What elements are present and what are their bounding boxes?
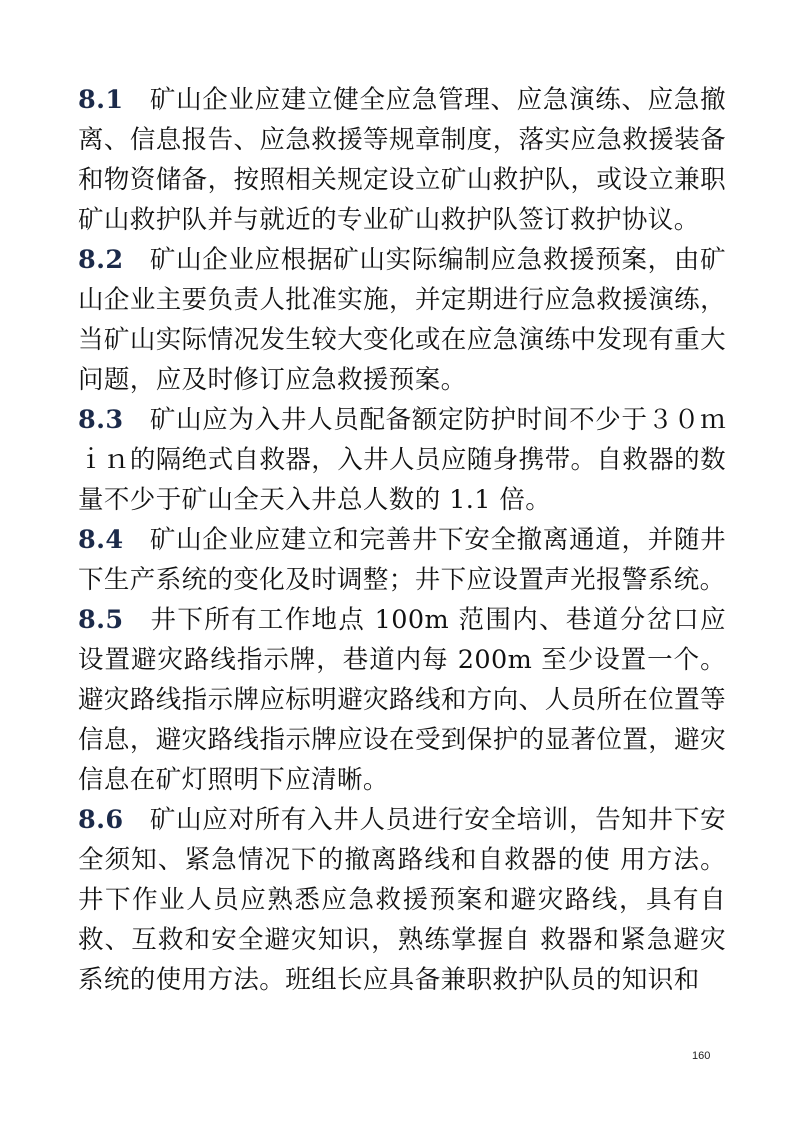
section-8-2 [78, 240, 726, 400]
section-text: 井下所有工作地点 100m 范围内、巷道分岔口应设置避灾路线指示牌，巷道内每 200m 至少设置一个。避灾路线指示牌应标明避灾路线和方向、人员所在位置等信息，避灾路线指示牌应设在受到保护的显著位置，避灾信息在矿灯照明下应清晰。 [78, 605, 726, 795]
section-number: 8.5 [78, 605, 124, 635]
section-text: 矿山企业应建立和完善井下安全撤离通道，并随井下生产系统的变化及时调整；井下应设置声光报警系统。 [78, 525, 726, 595]
section-text: 矿山应对所有入井人员进行安全培训，告知井下安全须知、紧急情况下的撤离路线和自救器的使 用方法。井下作业人员应熟悉应急救援预案和避灾路线，具有自救、互救和安全避灾知识，熟练掌握自 救器和紧急避灾系统的使用方法。班组长应具备兼职救护队员的知识和 [78, 805, 726, 995]
page-number: 160 [692, 1050, 711, 1062]
section-text: 矿山企业应根据矿山实际编制应急救援预案，由矿山企业主要负责人批准实施，并定期进行应急救援演练，当矿山实际情况发生较大变化或在应急演练中发现有重大问题，应及时修订应急救援预案。 [78, 245, 726, 395]
section-number: 8.6 [78, 805, 124, 835]
section-number: 8.2 [78, 245, 124, 275]
section-number: 8.1 [78, 85, 124, 115]
section-8-5 [78, 600, 726, 800]
section-text: 矿山企业应建立健全应急管理、应急演练、应急撤离、信息报告、应急救援等规章制度，落实应急救援装备和物资储备，按照相关规定设立矿山救护队，或设立兼职矿山救护队并与就近的专业矿山救护队签订救护协议。 [78, 85, 726, 235]
document-body [78, 80, 726, 1000]
section-text: 矿山应为入井人员配备额定防护时间不少于３０ｍｉｎ的隔绝式自救器，入井人员应随身携带。自救器的数量不少于矿山全天入井总人数的 1.1 倍。 [78, 405, 726, 515]
section-8-3 [78, 400, 726, 520]
section-8-1 [78, 80, 726, 240]
section-8-6 [78, 800, 726, 1000]
section-number: 8.3 [78, 405, 124, 435]
section-8-4 [78, 520, 726, 600]
section-number: 8.4 [78, 525, 124, 555]
